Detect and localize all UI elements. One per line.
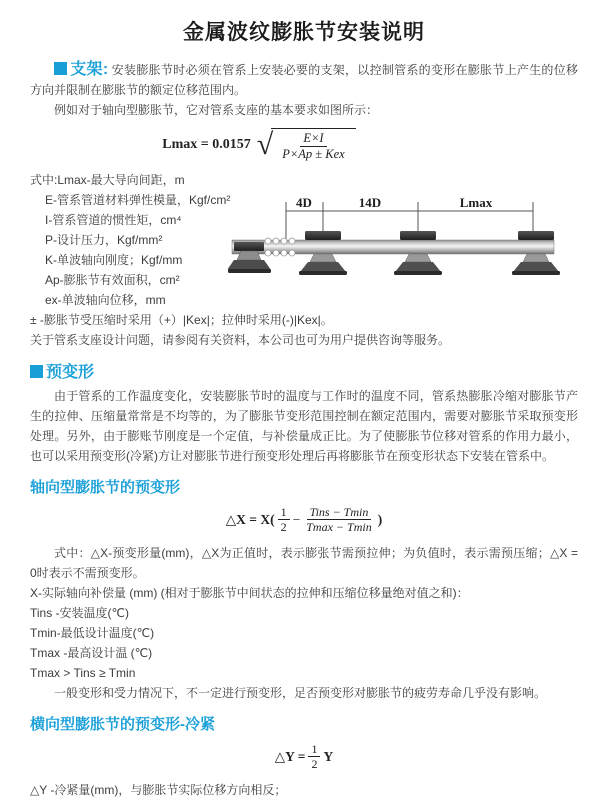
axial-formula-half-den: 2 <box>280 520 287 535</box>
axial-formula-temp-den: Tmax − Tmin <box>306 520 372 535</box>
section-bullet-icon <box>54 62 67 75</box>
pipe <box>232 240 554 254</box>
axial-heading: 轴向型膨胀节的预变形 <box>30 479 181 496</box>
axial-explain: 式中：△X-预变形量(mm)，△X为正值时，表示膨张节需预拉伸；为负值时，表示需预压缩；△X = 0时表示不需预变形。 <box>30 545 578 580</box>
pipe-support-diagram-svg <box>228 194 584 294</box>
support-example-line: 例如对于轴向型膨胀节，它对管系支座的基本要求如图所示： <box>54 103 379 117</box>
support-text: 安装膨胀节时必须在管系上安装必要的支架，以控制管系的变形在膨胀节上产生的位移方向并限制在膨胀节的额定位移范围内。 <box>30 63 578 97</box>
support-paragraph <box>30 60 578 100</box>
radical <box>257 128 356 162</box>
temp-definition: Tmax -最高设计温 (℃) <box>30 645 153 660</box>
temp-relation: Tmax > Tins ≥ Tmin <box>30 665 136 680</box>
radical-sign: √ <box>256 128 274 162</box>
axial-formula <box>30 505 578 535</box>
page-title: 金属波纹膨胀节安装说明 <box>183 21 425 44</box>
temp-definition: Tmin-最低设计温度(℃) <box>30 625 155 640</box>
lmax-formula-denominator: P×Ap ± Kex <box>282 147 345 161</box>
dimension-label-lmax: Lmax <box>459 195 493 210</box>
definitions-and-diagram <box>30 170 578 310</box>
definition-item: I-管系管道的惯性矩，cm⁴ <box>45 213 182 227</box>
predeform-section-header <box>30 359 578 382</box>
definition-item: K-单波轴向刚度；Kgf/mm <box>45 253 183 267</box>
lateral-heading: 横向型膨胀节的预变形-冷紧 <box>30 715 215 733</box>
axial-formula-half-num: 1 <box>278 505 290 520</box>
plus-minus-note: ± -膨胀节受压缩时采用（+）|Kex|；拉伸时采用(-)|Kex|。 <box>30 313 333 327</box>
definition-item: ex-单波轴向位移，mm <box>45 293 166 307</box>
axial-formula-temp-num: Tins − Tmin <box>307 505 372 520</box>
axial-note: 一般变形和受力情况下，不一定进行预变形，足否预变形对膨胀节的疲劳寿命几乎没有影响。 <box>54 685 547 700</box>
lmax-formula-lhs: Lmax = 0.0157 <box>162 137 251 152</box>
lateral-formula-num: 1 <box>308 742 320 757</box>
support-section-label: 支架: <box>70 61 109 78</box>
dimension-label-14d: 14D <box>358 195 382 210</box>
lateral-note: △Y -冷紧量(mm)，与膨胀节实际位移方向相反； <box>30 782 287 797</box>
axial-formula-operator: − <box>292 511 301 527</box>
definition-item: Ap-膨胀节有效面积，cm² <box>45 273 180 287</box>
dimension-label-4d: 4D <box>296 195 312 210</box>
lmax-formula-numerator: E×I <box>300 131 326 147</box>
section-bullet-icon <box>30 365 43 378</box>
lateral-formula-pre: △Y = <box>274 748 306 764</box>
predeform-paragraph: 由于管系的工作温度变化，安装膨胀节时的温度与工作时的温度不同，管系热膨胀冷缩对膨胀节产生的拉伸、压缩量常常是不均等的，为了膨胀节变形范围控制在额定范围内，需要对膨胀节采取预变形处理。另外，由于膨账节刚度是一个定值，与补偿量成正比。为了使膨胀节位移对管系的作用力最小，也可以采用预变形(冷紧)方让对膨胀节进行预变形处理后再将膨胀节在预变形状态下安装在管系中。 <box>30 389 578 463</box>
axial-formula-pre: △X = X( <box>225 511 275 527</box>
lmax-formula <box>30 128 488 162</box>
predeform-section-label: 预变形 <box>46 364 95 381</box>
pipe-support-diagram <box>228 194 584 294</box>
axial-x-definition: X-实际轴向补偿量 (mm) (相对于膨胀节中间状态的拉伸和压缩位移量绝对值之和)： <box>30 585 469 600</box>
temp-definition: Tins -安装温度(℃) <box>30 605 130 620</box>
lateral-formula-post: Y <box>323 748 334 764</box>
definition-item: P-设计压力，Kgf/mm² <box>45 233 163 247</box>
lateral-formula-den: 2 <box>311 757 318 772</box>
lateral-formula <box>30 742 578 772</box>
axial-formula-post: ) <box>377 511 383 527</box>
definition-item: E-管系管道材料弹性模量，Kgf/cm² <box>45 193 231 207</box>
consult-note: 关于管系支座设计问题，请参阅有关资料，本公司也可为用户提供咨询等服务。 <box>30 333 451 347</box>
definition-item: 式中:Lmax-最大导向间距，m <box>30 173 185 187</box>
